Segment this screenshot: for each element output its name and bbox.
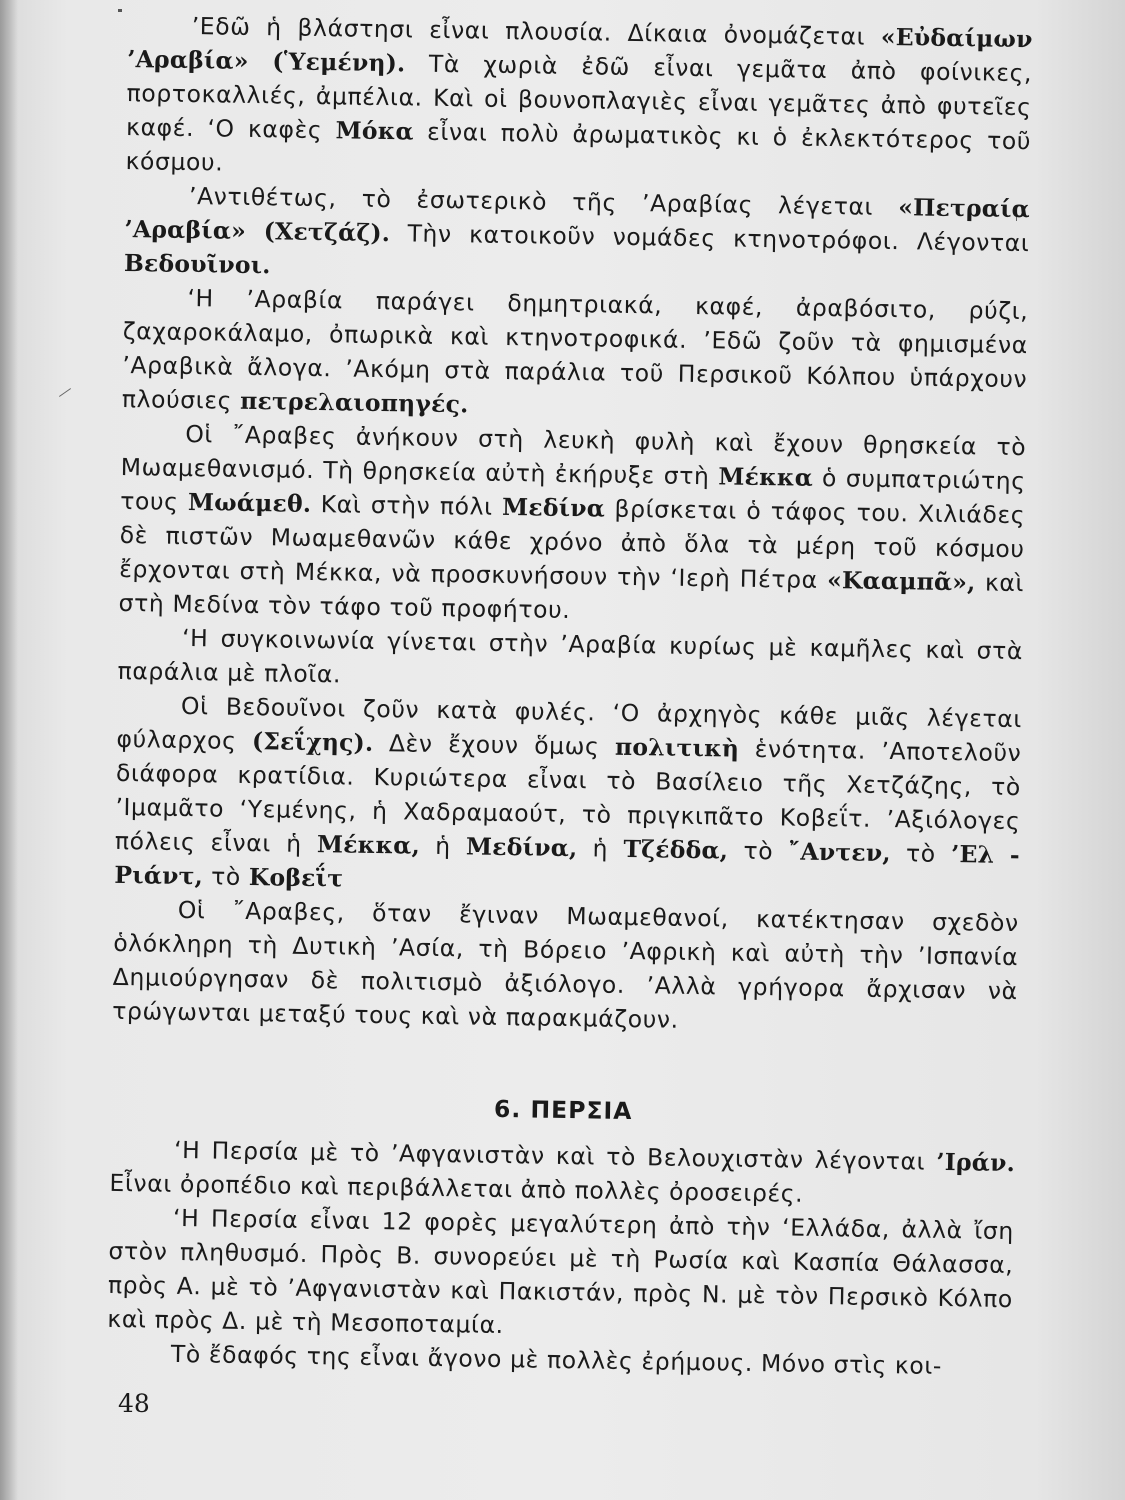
text-run: Εἶναι ὀροπέδιο καὶ περιβάλλεται ἀπὸ πολλὲς ὀροσειρές.	[109, 1168, 804, 1208]
text-run: ἡ	[419, 831, 467, 861]
bold-term: ’Ελ - Ριάντ,	[114, 840, 1021, 891]
text-run: ἡ	[577, 834, 624, 863]
bold-term: Μεδίνα	[501, 492, 606, 523]
bold-term: «Κααμπᾶ»,	[826, 566, 976, 597]
page-number: 48	[118, 1389, 150, 1418]
bold-term: Μωάμεθ.	[187, 488, 312, 518]
bold-term: Μόκα	[335, 116, 415, 146]
bold-term: (Σεΐχης).	[251, 727, 374, 757]
paragraph	[122, 280, 1029, 430]
bold-term: ’Ιράν.	[936, 1147, 1016, 1178]
bold-term: Μέκκα,	[316, 830, 421, 860]
text-run: Οἱ Βεδουῖνοι ζοῦν κατὰ φυλές. ‘Ο ἀρχηγὸς κάθε μιᾶς λέγεται φύλαρχος	[116, 691, 1023, 756]
bold-term: ῎Αντεν,	[788, 837, 891, 868]
bold-term: Μέκκα	[718, 462, 814, 492]
section-heading	[111, 1086, 1016, 1134]
text-run: τὸ	[727, 836, 789, 866]
text-run: Δὲν ἔχουν ὅμως	[373, 728, 616, 761]
text-run: ’Αντιθέτως, τὸ ἐσωτερικὸ τῆς ’Αραβίας λέγεται	[188, 181, 899, 222]
print-mark	[118, 9, 122, 12]
bold-term: Κοβεΐτ	[248, 863, 344, 893]
bold-term: «Πετραία ’Αραβία» (Χετζάζ).	[124, 193, 1031, 248]
text-run: ’Εδῶ ἡ βλάστησι εἶναι πλουσία. Δίκαια ὀνομάζεται	[191, 12, 882, 51]
spine-shadow	[0, 0, 18, 1500]
text-run: ‘Η ’Αραβία παράγει δημητριακά, καφέ, ἀραβόσιτο, ρύζι, ζαχαροκάλαμο, ὀπωρικὰ καὶ κτηνοτροφικά. ’Εδῶ ζοῦν τὰ φημισμένα ’Αραβικὰ ἄλογα. ’Ακόμη στὰ παράλια τοῦ Περσικοῦ Κόλπου ὑπάρχουν πλούσιες	[121, 283, 1029, 415]
bold-term: πετρελαιοπηγές.	[239, 386, 469, 419]
paragraph	[118, 416, 1026, 634]
bold-term: πολιτικὴ	[614, 732, 740, 763]
text-run: βρίσκεται ὁ τάφος του. Χιλιάδες δὲ πιστῶν Μωαμεθανῶν κάθε χρόνο ἀπὸ ὅλα τὰ μέρη τοῦ κόσμου ἔρχονται στὴ Μέκκα, νὰ προσκυνήσουν τὴν ‘Ιερὴ Πέτρα	[118, 494, 1026, 595]
text-run: ‘Η Περσία εἶναι 12 φορὲς μεγαλύτερη ἀπὸ τὴν ‘Ελλάδα, ἀλλὰ ἴση στὸν πληθυσμό. Πρὸς Β. συνορεύει μὲ τὴ Ρωσία καὶ Κασπία Θάλασσα, πρὸς Α. μὲ τὸ ’Αφγανιστὰν καὶ Πακιστάν, πρὸς Ν. μὲ τὸν Περσικὸ Κόλπο καὶ πρὸς Δ. μὲ τὴ Μεσοποταμία.	[107, 1203, 1015, 1340]
text-run: εἶναι πολὺ ἀρωματικὸς κι ὁ ἐκλεκτότερος τοῦ κόσμου.	[125, 117, 1032, 177]
text-run: ‘Η συγκοινωνία γίνεται στὴν ’Αραβία κυρίως μὲ καμῆλες καὶ στὰ παράλια μὲ πλοῖα.	[117, 623, 1024, 689]
text-run: Τὰ χωριὰ ἐδῶ εἶναι γεμᾶτα ἀπὸ φοίνικες, πορτοκαλλιές, ἀμπέλια. Καὶ οἱ βουνοπλαγιὲς εἶναι γεμᾶτες ἀπὸ φυτεῖες καφέ. ‘Ο καφὲς	[125, 49, 1033, 145]
text-run: 6. ΠΕΡΣΙΑ	[493, 1094, 633, 1126]
body-text	[107, 8, 1033, 1384]
bold-term: Μεδίνα,	[465, 832, 578, 863]
text-run: καὶ στὴ Μεδίνα τὸν τάφο τοῦ προφήτου.	[118, 568, 1025, 625]
text-run: ‘Η Περσία μὲ τὸ ’Αφγανιστὰν καὶ τὸ Βελουχιστὰν λέγονται	[173, 1135, 937, 1176]
text-run: τὸ	[202, 862, 250, 892]
bold-term: «Εὐδαίμων ’Αραβία» (Ὑεμένη).	[126, 22, 1033, 78]
text-run: Τὴν κατοικοῦν νομάδες κτηνοτρόφοι. Λέγονται	[389, 219, 1030, 258]
text-run: ἑνότητα. ’Αποτελοῦν διάφορα κρατίδια. Κυριώτερα εἶναι τὸ Βασίλειο τῆς Χετζάζης, τὸ ’Ιμαμᾶτο ‘Υεμένης, ἡ Χαδραμαούτ, τὸ πριγκιπᾶτο Κοβεΐτ. ’Αξιόλογες πόλεις εἶναι ἡ	[114, 734, 1022, 859]
text-run: Οἱ ῎Αραβες ἀνήκουν στὴ λευκὴ φυλὴ καὶ ἔχουν θρησκεία τὸ Μωαμεθανισμό. Τὴ θρησκεία αὐτὴ ἐκήρυξε στὴ	[120, 419, 1027, 491]
bold-term: Τζέδδα,	[623, 834, 729, 865]
paragraph	[124, 178, 1030, 294]
paragraph	[125, 8, 1033, 192]
text-run: Καὶ στὴν πόλι	[311, 489, 503, 521]
text-run: ὁ συμπατριώτης τους	[120, 463, 1026, 517]
text-run: Τὸ ἔδαφός της εἶναι ἄγονο μὲ πολλὲς ἐρήμους. Μόνο στὶς κοι-	[170, 1339, 943, 1380]
text-run: Οἱ ῎Αραβες, ὅταν ἔγιναν Μωαμεθανοί, κατέκτησαν σχεδὸν ὁλόκληρη τὴ Δυτικὴ ’Ασία, τὴ Βόρειο ’Αφρικὴ καὶ αὐτὴ τὴν ’Ισπανία Δημιούργησαν δὲ πολιτισμὸ ἀξιόλογο. ’Αλλὰ γρήγορα ἄρχισαν νὰ τρώγωνται μεταξύ τους καὶ νὰ παρακμάζουν.	[112, 895, 1019, 1034]
bold-term: Βεδουῖνοι.	[123, 248, 271, 280]
paragraph	[107, 1200, 1014, 1350]
paragraph	[114, 688, 1022, 906]
margin-pencil-mark	[59, 388, 71, 397]
text-run: τὸ	[890, 839, 952, 869]
paragraph	[112, 892, 1019, 1042]
